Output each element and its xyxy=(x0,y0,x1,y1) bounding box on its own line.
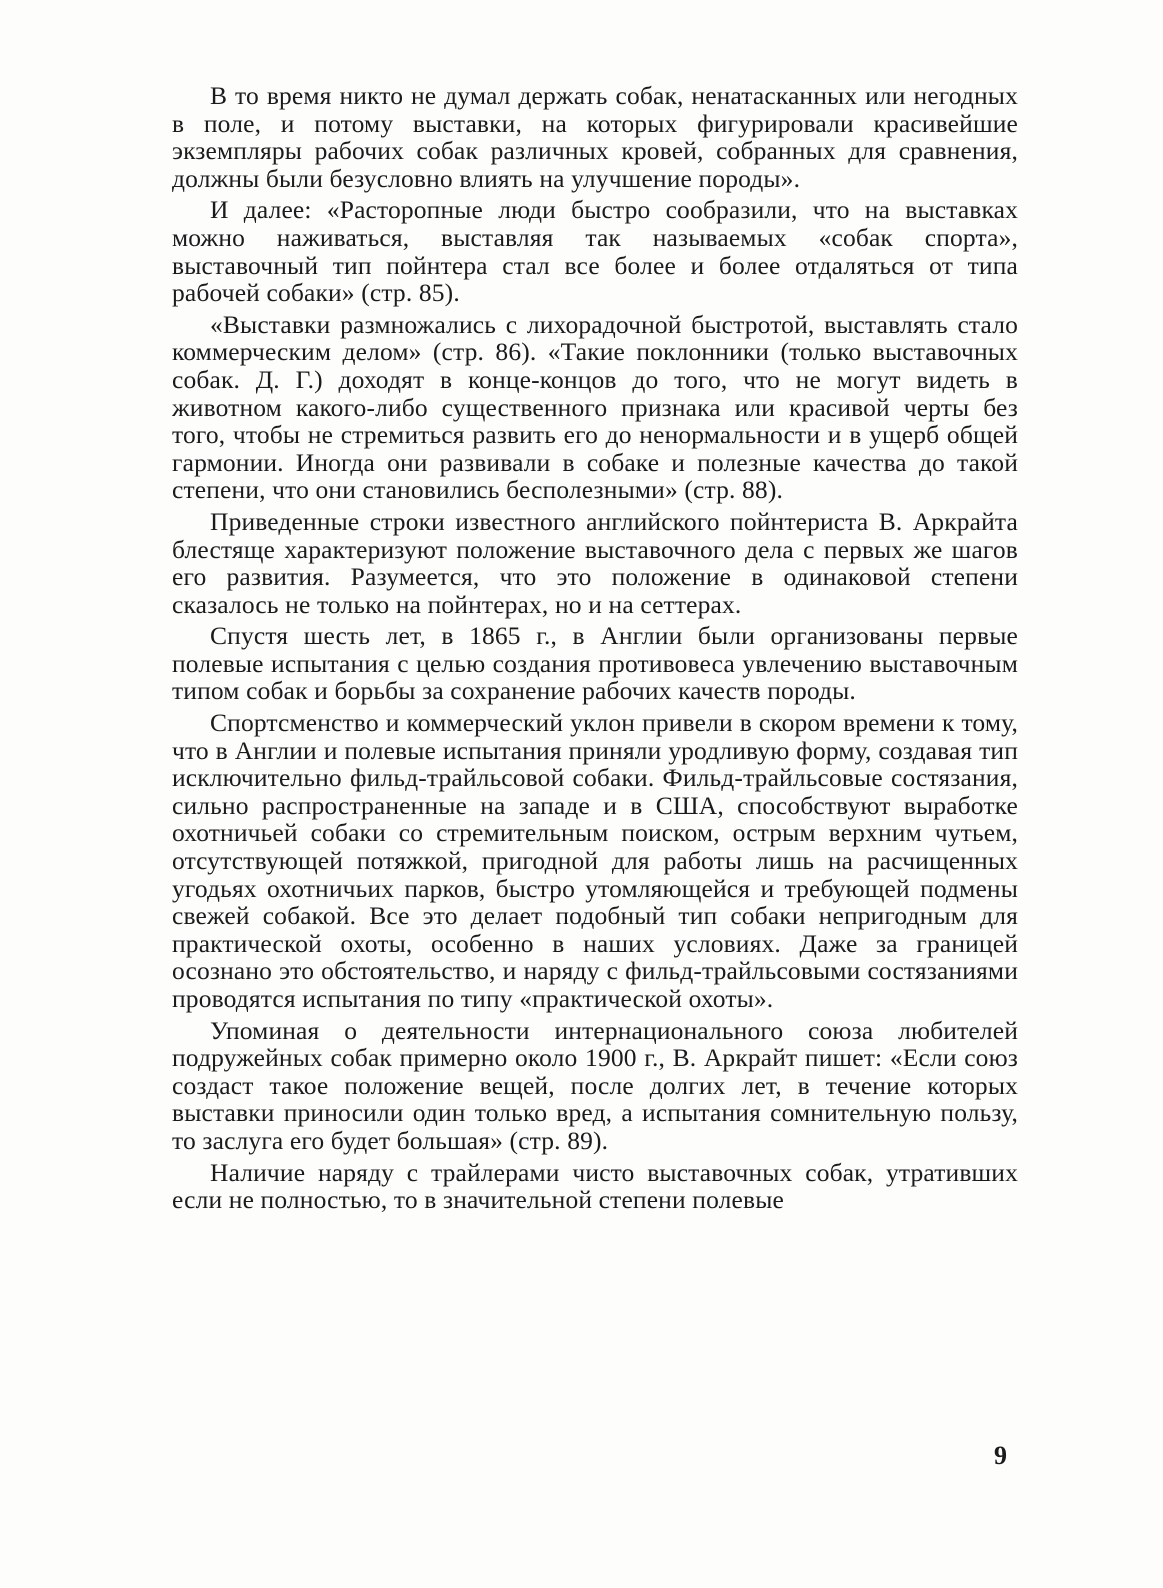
paragraph-3: «Выставки размножались с лихорадочной быстротой, выставлять стало коммерческим делом» (стр. 86). «Такие поклонники (только выставочных собак. Д. Г.) доходят в конце-концов до того, что не могут видеть в животном какого-либо существенного признака или красивой черты без того, чтобы не стремиться развить его до ненормальности и в ущерб общей гармонии. Иногда они развивали в собаке и полезные качества до такой степени, что они становились бесполезными» (стр. 88). xyxy=(172,309,1018,505)
paragraph-5: Спустя шесть лет, в 1865 г., в Англии были организованы первые полевые испытания с целью создания противовеса увлечению выставочным типом собак и борьбы за сохранение рабочих качеств породы. xyxy=(172,621,1018,706)
body-text xyxy=(172,82,1018,1214)
paragraph-1: В то время никто не думал держать собак, ненатасканных или негодных в поле, и потому выставки, на которых фигурировали красивейшие экземпляры рабочих собак различных кровей, собранных для сравнения, должны были безусловно влиять на улучшение породы». xyxy=(172,81,1018,193)
paragraph-2: И далее: «Расторопные люди быстро сообразили, что на выставках можно наживаться, выставляя так называемых «собак спорта», выставочный тип пойнтера стал все более и более отдаляться от типа рабочей собаки» (стр. 85). xyxy=(172,195,1018,308)
paragraph-6: Спортсменство и коммерческий уклон привели в скором времени к тому, что в Англии и полевые испытания приняли уродливую форму, создавая тип исключительно фильд-трайльсовой собаки. Фильд-трайльсовые состязания, сильно распространенные на западе и в США, способствуют выработке охотничьей собаки со стремительным поиском, острым верхним чутьем, отсутствующей потяжкой, пригодной для работы лишь на расчищенных угодьях охотничьих парков, быстро утомляющейся и требующей подмены свежей собакой. Все это делает подобный тип собаки непригодным для практической охоты, особенно в наших условиях. Даже за границей осознано это обстоятельство, и наряду с фильд-трайльсовыми состязаниями проводятся испытания по типу «практической охоты». xyxy=(172,708,1018,1013)
paragraph-4: Приведенные строки известного английского пойнтериста В. Аркрайта блестяще характеризуют положение выставочного дела с первых же шагов его развития. Разумеется, что это положение в одинаковой степени сказалось не только на пойнтерах, но и на сеттерах. xyxy=(172,506,1018,619)
page-number: 9 xyxy=(994,1441,1007,1470)
paragraph-8: Наличие наряду с трайлерами чисто выставочных собак, утративших если не полностью, то в значительной степени полевые xyxy=(172,1157,1018,1215)
paragraph-7: Упоминая о деятельности интернационального союза любителей подружейных собак примерно около 1900 г., В. Аркрайт пишет: «Если союз создаст такое положение вещей, после долгих лет, в течение которых выставки приносили один только вред, а испытания сомнительную пользу, то заслуга его будет большая» (стр. 89). xyxy=(172,1015,1018,1155)
